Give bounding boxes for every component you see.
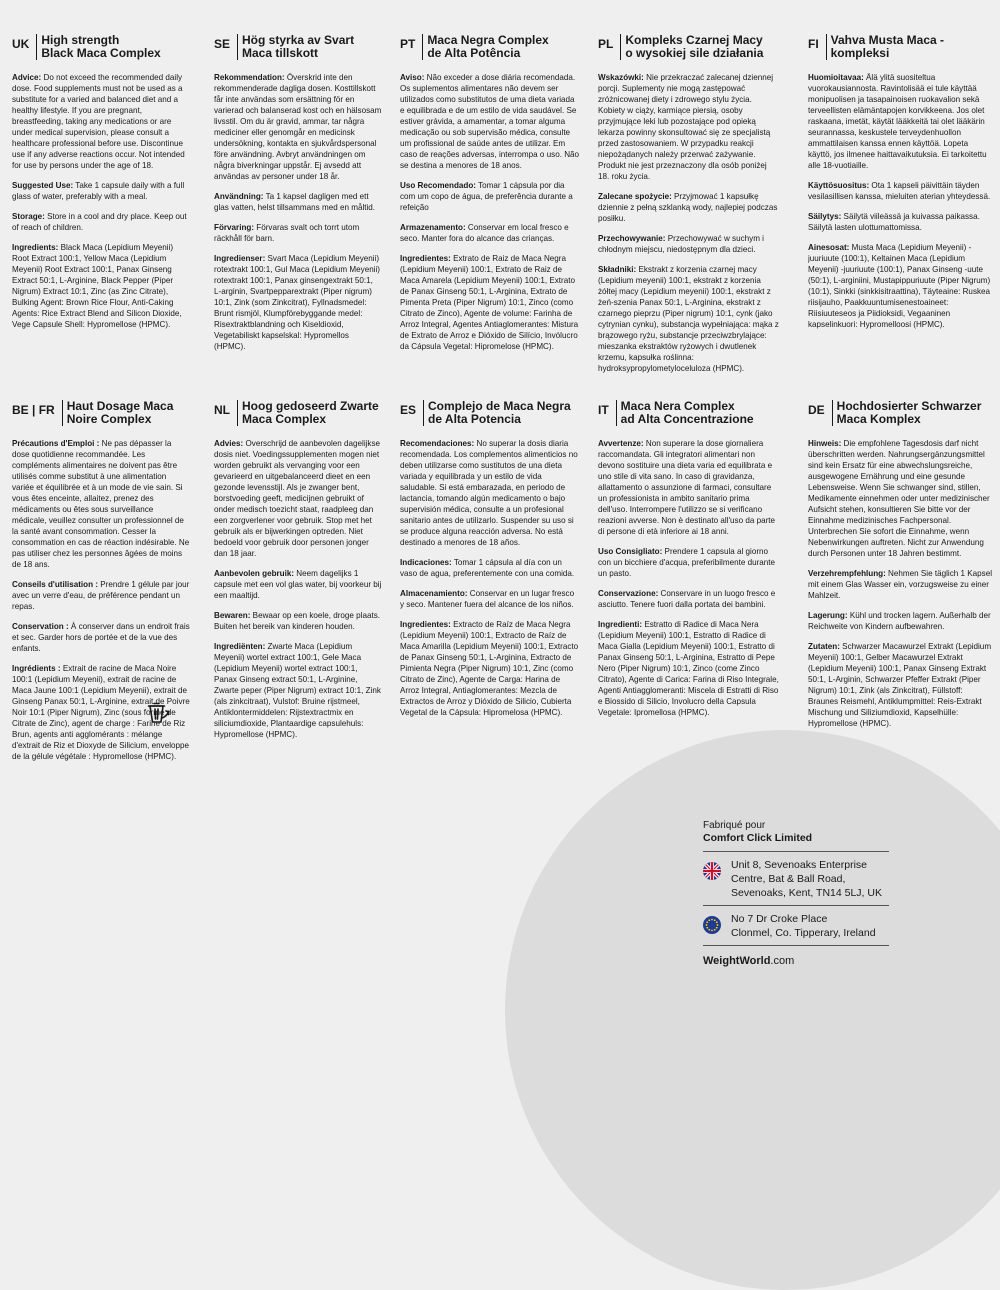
label-paragraph [808,211,994,233]
section-header [214,400,382,426]
paragraph-text: Die empfohlene Tagesdosis darf nicht überschritten werden. Nahrungsergänzungsmittel sind kein Ersatz für eine abwechslungsreiche, ausgewogene Ernährung und eine gesunde Lebensweise. Wenn Sie schwanger sind, stillen, Medikamente einnehmen oder unter medizinischer Aufsicht stehen, konsultieren Sie bitte vor der Einnahme medizinisches Fachpersonal. Unterbrechen Sie sofort die Einnahme, wenn Nebenwirkungen auftreten. Nicht zur Anwendung durch Personen unter 18 Jahren bestimmt. [808,439,990,558]
paragraph-label: Conservazione: [598,589,659,598]
paragraph-text: Conservar en un lugar fresco y seco. Mantener fuera del alcance de los niños. [400,589,575,609]
paragraph-text: Ne pas dépasser la dose quotidienne recommandée. Les compléments alimentaires ne doivent pas être utilisés comme substitut à une alimentation variée et équilibrée et à un mode de vie sain. Si vous êtes enceinte, allaitez, prenez des médicaments ou êtes sous surveillance médicale, veuillez consulter un professionnel de la santé avant consommation. Cesser la consommation en cas de réaction indésirable. Ne pas utiliser chez les personnes âgées de moins de 18 ans. [12,439,190,569]
label-paragraph [214,568,382,601]
paragraph-label: Huomioitavaa: [808,73,864,82]
paragraph-text: Ekstrakt z korzenia czarnej macy (Lepidium meyenii) 100:1, ekstrakt z korzenia żółtej macy (Lepidium meyenii) 100:1, ekstrakt z żeń-szenia Panax 50:1, L-Arginina, ekstrakt z czarnego pieprzu (Piper nigrum) 10:1, cynk (jako cytrynian cynku), substancja wypełniająca: mąka z brązowego ryżu, substancje przeciwzbrylające: mieszanka ekstraktów ryżowych i dwutlenek krzemu, kapsułka roślinna: hydroksypropylometyloceluloza (HPMC). [598,265,779,373]
label-paragraph [214,641,382,740]
manufacturer-company: Comfort Click Limited [703,832,813,844]
product-title [242,400,379,426]
ie-address-line: Clonmel, Co. Tipperary, Ireland [731,927,876,939]
product-title-line: Maca Complex [242,412,327,426]
paragraph-text: Schwarzer Macawurzel Extrakt (Lepidium Meyenii) 100:1, Gelber Macawurzel Extrakt (Lepidium Meyenii) 100:1, Panax Ginseng Extrakt 50:1, L-Arginin, Schwarzer Pfeffer Extrakt (Piper Nigrum) 10:1, Zink (als Zinkcitrat), Füllstoff: Braunes Reismehl, Antiklumpmittel: Reis-Extrakt Mischung und Siliziumdioxid, Kapselhülle: Hypromellose (HPMC). [808,642,992,728]
header-separator [423,400,424,426]
paragraph-label: Bewaren: [214,611,251,620]
label-paragraph [400,438,580,548]
product-title-line: Hochdosierter Schwarzer [836,400,982,413]
label-paragraph [808,438,994,559]
paragraph-label: Ingredienser: [214,254,266,263]
label-paragraph [808,72,994,171]
ie-address [731,912,876,940]
section-header [400,34,580,60]
uk-flag-icon [703,862,721,880]
paragraph-label: Conservation : [12,622,69,631]
section-de [808,400,994,738]
product-title-line: Maca Komplex [836,412,921,426]
brand-website [703,954,893,968]
product-title-line: de Alta Potencia [428,412,521,426]
paragraph-label: Avvertenze: [598,439,644,448]
section-header [12,400,190,426]
paragraph-label: Aviso: [400,73,425,82]
header-separator [62,400,63,426]
paragraph-text: Extracto de Raíz de Maca Negra (Lepidium Meyenii) 100:1, Extracto de Raíz de Maca Amarilla (Lepidium Meyenii) 100:1, Extracto de Panax Ginseng 50:1, L-Arginina, Extracto de Pimienta Negra (Piper Nigrum) 10:1, Zinc (como Citrato de Zinc), Agente de Carga: Harina de Arroz Integral, Antiaglomerantes: Mezcla de Extractos de Arroz y Dióxido de Silicio, Cubierta Vegetal de la Cápsula: Hipromelosa (HPMC). [400,620,579,717]
label-paragraph [214,222,382,244]
paragraph-text: Extrait de racine de Maca Noire 100:1 (Lepidium Meyenii), extrait de racine de Maca Jaune 100:1 (Lepidium Meyenii), extrait de Ginseng Panax 50:1, L-Arginine, extrait de Poivre Noir 10:1 (Piper Nigrum), Zinc (sous forme de Citrate de Zinc), agent de charge : Farine de Riz Brun, agents anti agglomérants : mélange d'extrait de Riz et Dioxyde de Silicium, enveloppe de la gélule végétale : Hypromellose (HPMC). [12,664,190,761]
label-paragraph [400,557,580,579]
product-title [428,400,571,426]
paragraph-text: Conservare in un luogo fresco e asciutto. Tenere fuori dalla portata dei bambini. [598,589,776,609]
manufacturer-label: Fabriqué pour [703,820,766,831]
paragraph-text: À conserver dans un endroit frais et sec. Garder hors de portée et de la vue des enfants. [12,622,190,653]
paragraph-label: Ingredients: [12,243,59,252]
paragraph-text: Nie przekraczać zalecanej dziennej porcji. Suplementy nie mogą zastępować zróżnicowanej diety i zdrowego stylu życia. Kobiety w ciąży, karmiące piersią, osoby przyjmujące leki lub pozostające pod opieką lekarza powinny skonsultować się ze specjalistą przed zastosowaniem. W przypadku reakcji niepożądanych należy przerwać zażywanie. Produkt nie jest przeznaczony dla osób poniżej 18. roku życia. [598,73,774,181]
product-title [837,400,982,426]
label-paragraph [598,191,780,224]
paragraph-text: Estratto di Radice di Maca Nera (Lepidium Meyenii) 100:1, Estratto di Radice di Maca Gialla (Lepidium Meyenii) 100:1, Estratto di Panax Ginseng 50:1, L-Arginina, Estratto di Pepe Nero (Piper Nigrum) 10:1, Zinco (come Zinco Citrato), Agente di Carica: Farina di Riso Integrale, Agenti Antiagglomeranti: Miscela di Estratti di Riso e Biossido di Silicio, Involucro della Capsula Vegetale: Ipromellosa (HPMC). [598,620,779,717]
paragraph-label: Ingredientes: [400,254,451,263]
product-title-line: Noire Complex [66,412,152,426]
label-paragraph [598,588,780,610]
paragraph-text: Musta Maca (Lepidium Meyenii) -juuriuute (100:1), Keltainen Maca (Lepidium Meyenii) -juuriuute (100:1), Panax Ginseng -uute (50:1), L-arginiini, Mustapippuriuute (Piper Nigrum) (10:1), Sinkki (sinkkisitraattina), Täyteaine: Ruskea riisijauho, Paakkuuntumisenestoaineet: Riisiuuteseos ja Piidioksidi, Vegaaninen kapselinkuori: Hypromelloosi (HPMC). [808,243,991,329]
uk-address-line: Centre, Bat & Ball Road, [731,873,846,885]
paragraph-label: Advies: [214,439,244,448]
label-paragraph [400,180,580,213]
paragraph-label: Ainesosat: [808,243,850,252]
paragraph-text: Förvaras svalt och torrt utom räckhåll för barn. [214,223,360,243]
product-title-line: High strength [41,34,120,47]
paragraph-text: Przyjmować 1 kapsułkę dziennie z pełną szklanką wody, najlepiej podczas posiłku. [598,192,778,223]
paragraph-text: Nehmen Sie täglich 1 Kapsel mit einem Glas Wasser ein, vorzugsweise zu einer Mahlzeit. [808,569,992,600]
label-paragraph [400,72,580,171]
product-title-line: Hög styrka av Svart [242,34,355,47]
header-separator [832,400,833,426]
language-code: IT [598,403,609,417]
language-code: ES [400,403,417,417]
paragraph-text: Prendere 1 capsula al giorno con un bicchiere d'acqua, preferibilmente durante un pasto. [598,547,776,578]
paragraph-label: Ingrédients : [12,664,61,673]
paragraph-text: Överskrid inte den rekommenderade dagliga dosen. Kosttillskott får inte användas som ersättning för en varierad och balanserad kost och en hälsosam livsstil. Om du är gravid, ammar, tar några mediciner eller genomgår en medicinsk undersökning, kontakta en sjukvårdspersonal före användning. Avbryt användningen om några biverkningar uppstår. Ej avsedd att användas av personer under 18 år. [214,73,382,181]
paragraph-label: Armazenamento: [400,223,466,232]
paragraph-label: Storage: [12,212,45,221]
recycle-icon [146,700,172,726]
ie-address-row [703,906,893,945]
paragraph-label: Ingredientes: [400,620,451,629]
manufacturer-block [703,820,893,968]
header-separator [620,34,621,60]
label-paragraph [214,191,382,213]
language-code: BE | FR [12,403,55,417]
paragraph-text: Take 1 capsule daily with a full glass of water, preferably with a meal. [12,181,185,201]
section-header [400,400,580,426]
uk-address-line: Unit 8, Sevenoaks Enterprise [731,859,867,871]
section-es [400,400,580,727]
paragraph-text: Säilytä viileässä ja kuivassa paikassa. Säilytä lasten ulottumattomissa. [808,212,980,232]
label-paragraph [400,253,580,352]
paragraph-label: Almacenamiento: [400,589,468,598]
product-title [242,34,354,60]
section-se [214,34,382,361]
paragraph-text: Ota 1 kapseli päivittäin täyden vesilasillisen kanssa, mieluiten aterian yhteydessä. [808,181,991,201]
divider [703,945,889,946]
label-paragraph [598,546,780,579]
header-separator [237,34,238,60]
paragraph-label: Käyttösuositus: [808,181,870,190]
section-header [12,34,190,60]
brand-name: WeightWorld [703,955,771,967]
paragraph-label: Uso Recomendado: [400,181,477,190]
label-paragraph [214,253,382,352]
paragraph-label: Wskazówki: [598,73,644,82]
language-code: DE [808,403,825,417]
header-separator [826,34,827,60]
language-code: UK [12,37,30,51]
product-title-line: ad Alta Concentrazione [620,412,754,426]
product-title [67,400,174,426]
section-header [808,34,994,60]
label-paragraph [12,438,190,570]
label-paragraph [400,588,580,610]
paragraph-text: No superar la dosis diaria recomendada. Los complementos alimenticios no deben utilizarse como sustitutos de una dieta variada y equilibrada y un estilo de vida saludable. Si está embarazada, en periodo de lactancia, tomando algún medicamento o bajo supervisión médica, consulte a un profesional sanitario antes de utilizarlo. Suspender su uso si se produce alguna reacción adversa. No está destinado a menores de 18 años. [400,439,578,547]
section-uk [12,34,190,339]
paragraph-label: Przechowywanie: [598,234,666,243]
product-title [41,34,160,60]
label-paragraph [12,242,190,330]
section-pt [400,34,580,361]
paragraph-text: Overschrijd de aanbevolen dagelijkse dosis niet. Voedingssupplementen mogen niet worden gebruikt als vervanging voor een gevarieerd en uitgebalanceerd dieet en een gezonde levensstijl. Als je zwanger bent, borstvoeding geeft, medicijnen gebruikt of onder medisch toezicht staat, raadpleeg dan een zorgverlener voor gebruik. Stop met het gebruik als er bijwerkingen optreden. Niet bedoeld voor gebruik door personen jonger dan 18 jaar. [214,439,381,558]
paragraph-text: Conservar em local fresco e seco. Manter fora do alcance das crianças. [400,223,569,243]
uk-address-line: Sevenoaks, Kent, TN14 5LJ, UK [731,887,882,899]
product-title [831,34,994,60]
section-header [598,400,780,426]
paragraph-text: Extrato de Raiz de Maca Negra (Lepidium Meyenii) 100:1, Extrato de Raiz de Maca Amarela (Lepidium Meyenii) 100:1, Extrato de Panax Ginseng 50:1, L-Arginina, Extrato de Pimenta Preta (Piper Nigrum) 10:1, Zinco (como Citrato de Zinco), Agente de volume: Farinha de Arroz Integral, Agentes Antiaglomerantes: Mistura de Extrato de Arroz e Dióxido de Silício, Invólucro da Cápsula Vegetal: Hipromelose (HPMC). [400,254,579,351]
product-title-line: Kompleks Czarnej Macy [625,34,763,47]
product-title [621,400,754,426]
paragraph-label: Indicaciones: [400,558,452,567]
paragraph-text: Kühl und trocken lagern. Außerhalb der Reichweite von Kindern aufbewahren. [808,611,991,631]
paragraph-label: Förvaring: [214,223,255,232]
paragraph-label: Zalecane spożycie: [598,192,672,201]
label-paragraph [12,621,190,654]
paragraph-text: Svart Maca (Lepidium Meyenii) rotextrakt 100:1, Gul Maca (Lepidium Meyenii) rotextrakt 100:1, Panax ginsengextrakt 50:1, L-arginin, Svartpepparextrakt (Piper nigrum) 10:1, Zink (som Zinkcitrat), Fyllnadsmedel: Brunt rismjöl, Klumpförebyggande medel: Risextraktblandning och Kiseldioxid, Vegetabiliskt kapselskal: Hypromellos (HPMC). [214,254,380,351]
section-fi [808,34,994,339]
language-code: FI [808,37,819,51]
paragraph-label: Uso Consigliato: [598,547,663,556]
label-paragraph [12,579,190,612]
paragraph-text: Älä ylitä suositeltua vuorokausiannosta. Ravintolisää ei tule käyttää monipuolisen ja tasapainoisen ruokavalion sekä terveellisten elämäntapojen korvikkeena. Jos olet raskaana, imetät, käytät lääkkeitä tai olet lääkärin seurannassa, keskustele terveydenhuollon ammattilaisen kanssa ennen käyttöä. Lopeta käyttö, jos ilmenee haittavaikutuksia. Ei tarkoitettu alle 18-vuotiaille. [808,73,987,170]
product-title-line: Vahva Musta Maca -kompleksi [830,34,945,60]
paragraph-label: Hinweis: [808,439,842,448]
paragraph-label: Lagerung: [808,611,848,620]
label-paragraph [598,438,780,537]
paragraph-text: Przechowywać w suchym i chłodnym miejscu, niedostępnym dla dzieci. [598,234,764,254]
section-it [598,400,780,727]
product-title-line: o wysokiej sile działania [625,46,764,60]
paragraph-text: Zwarte Maca (Lepidium Meyenii) wortel extract 100:1, Gele Maca (Lepidium Meyenii) wortel extract 100:1, Panax Ginseng extract 50:1, L-Arginine, Zwarte peper (Piper Nigrum) extract 10:1, Zink (als zinkcitraat), Vulstof: Bruine rijstmeel, Antiklontermiddelen: Rijstextractmix en siliciumdioxide, Plantaardige capsulehuls: Hypromellose (HPMC). [214,642,381,739]
section-header [598,34,780,60]
paragraph-text: Black Maca (Lepidium Meyenii) Root Extract 100:1, Yellow Maca (Lepidium Meyenii) Root Extract 100:1, Panax Ginseng Extract 50:1, L-Arginine, Black Pepper (Piper Nigrum) Extract 10:1, Zinc (as Zinc Citrate), Bulking Agent: Brown Rice Flour, Anti-Caking Agents: Rice Extract Blend and Silicon Dioxide, Vege Capsule Shell: Hypromellose (HPMC). [12,243,182,329]
paragraph-label: Advice: [12,73,42,82]
ie-address-line: No 7 Dr Croke Place [731,913,828,925]
paragraph-text: Store in a cool and dry place. Keep out of reach of children. [12,212,187,232]
label-paragraph [808,610,994,632]
paragraph-text: Não exceder a dose diária recomendada. Os suplementos alimentares não devem ser utilizados como substitutos de uma dieta variada e equilibrada e de um estilo de vida saudável. Se estiver grávida, a amamentar, a tomar alguma medicação ou sob supervisão médica, consulte um profissional de saúde antes de utilizar. Em caso de reações adversas, interrompa o uso. Não se destina a menores de 18 anos. [400,73,580,170]
label-paragraph [808,180,994,202]
product-title-line: Haut Dosage Maca [66,400,174,413]
product-title-line: Black Maca Complex [41,46,161,60]
product-title-line: Hoog gedoseerd Zwarte [242,400,379,413]
paragraph-label: Aanbevolen gebruik: [214,569,295,578]
uk-address [731,858,882,900]
label-paragraph [214,438,382,559]
language-code: SE [214,37,231,51]
paragraph-text: Ta 1 kapsel dagligen med ett glas vatten, helst tillsammans med en måltid. [214,192,376,212]
label-paragraph [400,619,580,718]
paragraph-label: Säilytys: [808,212,842,221]
label-paragraph [598,72,780,182]
label-paragraph [808,568,994,601]
paragraph-label: Rekommendation: [214,73,285,82]
paragraph-text: Bewaar op een koele, droge plaats. Buiten het bereik van kinderen houden. [214,611,381,631]
paragraph-label: Składniki: [598,265,637,274]
paragraph-label: Conseils d'utilisation : [12,580,99,589]
header-separator [616,400,617,426]
paragraph-text: Non superare la dose giornaliera raccomandata. Gli integratori alimentari non devono sostituire una dieta varia ed equilibrata e uno stile di vita sano. In caso di gravidanza, allattamento o assunzione di farmaci, consultare un professionista in ambito sanitario prima dell'uso. Interrompere l'utilizzo se si verificano reazioni avverse. Non è destinato all'uso da parte di persone di età inferiore ai 18 anni. [598,439,776,536]
product-title-line: Maca Nera Complex [620,400,735,413]
paragraph-text: Tomar 1 cápsula al día con un vaso de agua, preferentemente con una comida. [400,558,575,578]
paragraph-label: Suggested Use: [12,181,74,190]
brand-domain: .com [770,955,795,967]
paragraph-text: Do not exceed the recommended daily dose. Food supplements must not be used as a substitute for a varied and balanced diet and a healthy lifestyle. If you are pregnant, breastfeeding, taking any medications or are under medical supervision, please consult a healthcare professional before use. Discontinue use if any adverse reactions occur. Not intended for use by persons under the age of 18. [12,73,185,170]
product-title [625,34,763,60]
section-header [214,34,382,60]
language-code: NL [214,403,230,417]
label-paragraph [808,641,994,729]
paragraph-label: Précautions d'Emploi : [12,439,100,448]
paragraph-text: Tomar 1 cápsula por dia com um copo de água, de preferência durante a refeição [400,181,573,212]
section-pl [598,34,780,383]
paragraph-label: Recomendaciones: [400,439,475,448]
header-separator [237,400,238,426]
paragraph-label: Ingredienti: [598,620,643,629]
product-title-line: Maca tillskott [242,46,319,60]
label-paragraph [12,211,190,233]
label-paragraph [598,233,780,255]
header-separator [422,34,423,60]
language-code: PL [598,37,614,51]
uk-address-row [703,852,893,905]
label-paragraph [214,72,382,182]
section-header [808,400,994,426]
paragraph-text: Prendre 1 gélule par jour avec un verre d'eau, de préférence pendant un repas. [12,580,190,611]
paragraph-label: Verzehrempfehlung: [808,569,886,578]
label-paragraph [12,180,190,202]
paragraph-label: Ingrediënten: [214,642,266,651]
language-code: PT [400,37,416,51]
label-paragraph [400,222,580,244]
decorative-circle [505,730,1000,1290]
product-title-line: Complejo de Maca Negra [428,400,571,413]
paragraph-text: Neem dagelijks 1 capsule met een vol glas water, bij voorkeur bij een maaltijd. [214,569,382,600]
label-paragraph [598,264,780,374]
product-title [427,34,548,60]
paragraph-label: Zutaten: [808,642,840,651]
label-paragraph [12,72,190,171]
label-paragraph [214,610,382,632]
label-paragraph [808,242,994,330]
product-title-line: de Alta Potência [427,46,521,60]
header-separator [36,34,37,60]
paragraph-label: Användning: [214,192,264,201]
section-nl [214,400,382,749]
eu-flag-icon [703,916,721,934]
product-title-line: Maca Negra Complex [427,34,549,47]
label-paragraph [598,619,780,718]
